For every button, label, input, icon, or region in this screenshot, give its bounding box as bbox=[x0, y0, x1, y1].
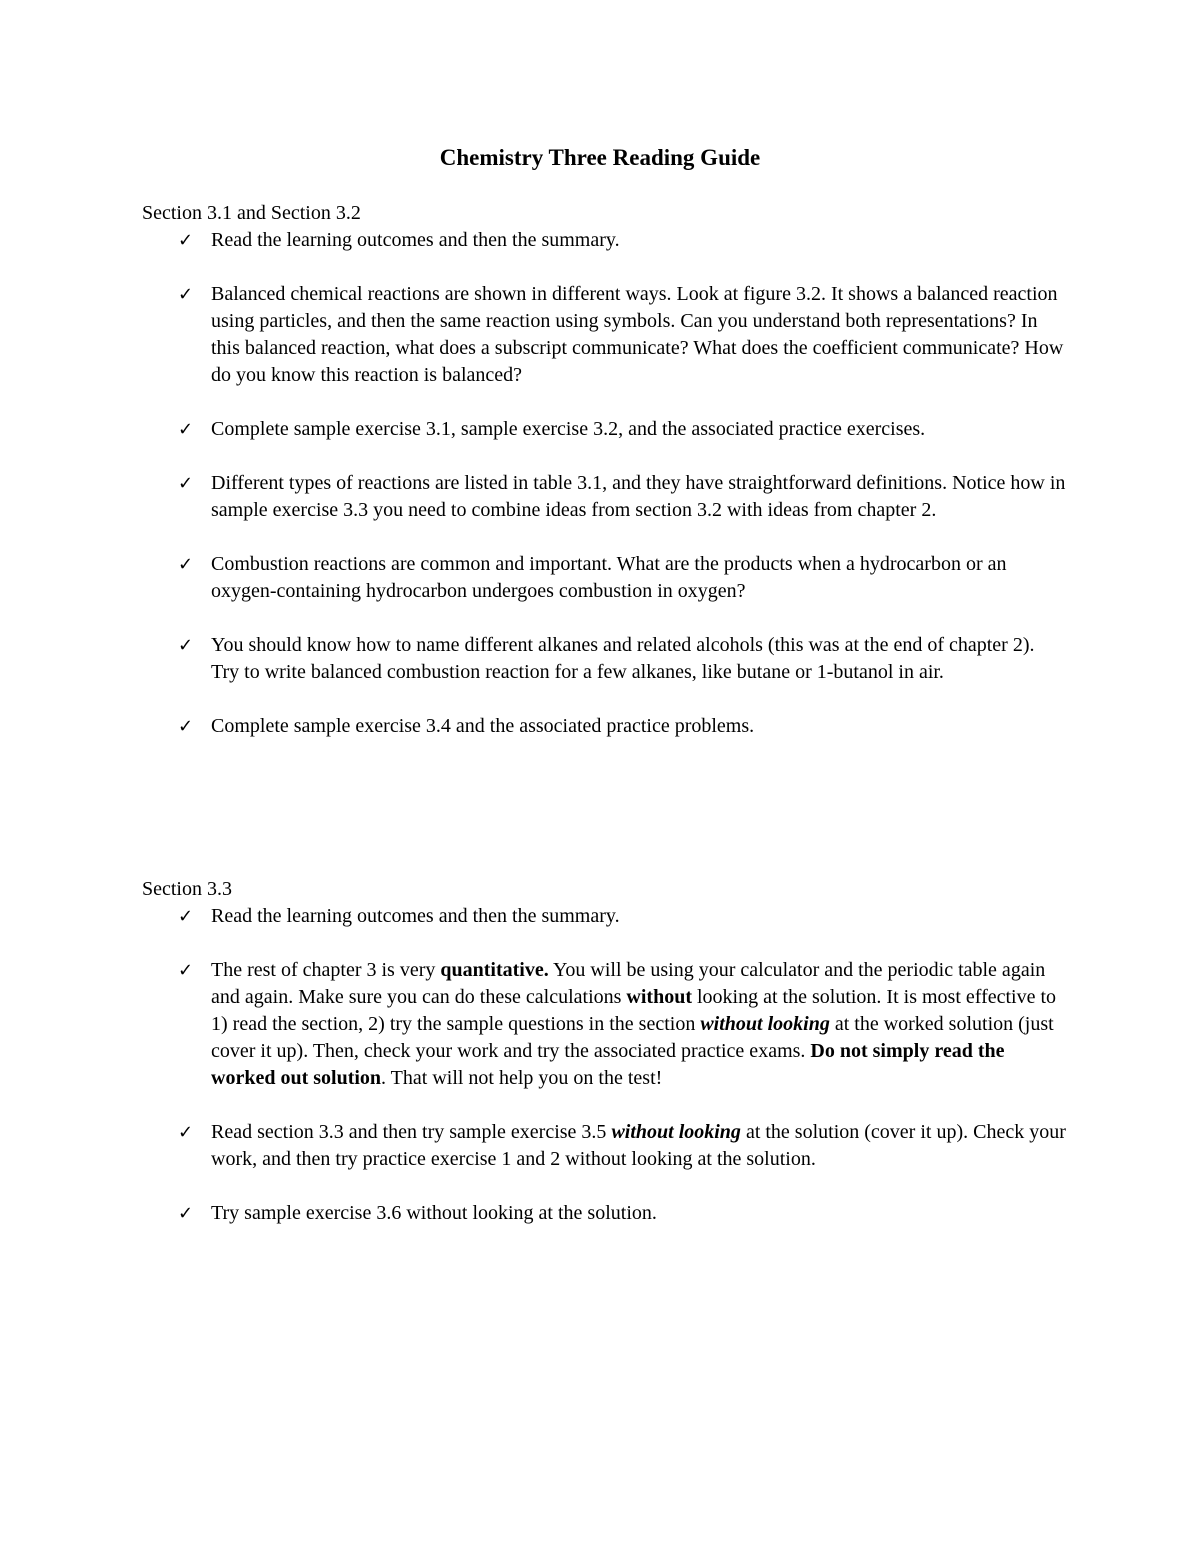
emphasis-text: without looking bbox=[611, 1121, 741, 1143]
list-item-text: Balanced chemical reactions are shown in different ways. Look at figure 3.2. It shows a balanced reaction using particles, and then the same reaction using symbols. Can you understand both representations? In this balanced reaction, what does a subscript communicate? What does the coefficient communicate? How do you know this reaction is balanced? bbox=[211, 283, 1064, 386]
section-3-1-3-2 bbox=[142, 200, 1072, 767]
check-mark-icon: ✓ bbox=[178, 1122, 194, 1143]
list-item bbox=[142, 903, 1066, 930]
section-heading: Section 3.3 bbox=[142, 878, 232, 900]
list-item-text: Combustion reactions are common and important. What are the products when a hydrocarbon or an oxygen-containing hydrocarbon undergoes combustion in oxygen? bbox=[211, 553, 1007, 602]
list-item-text bbox=[211, 1121, 1066, 1170]
check-mark-icon: ✓ bbox=[178, 473, 194, 494]
emphasis-text: Do not simply read the worked out solution bbox=[211, 1040, 1005, 1089]
list-item-text: Read the learning outcomes and then the summary. bbox=[211, 229, 620, 251]
text-run: The rest of chapter 3 is very bbox=[211, 959, 441, 981]
list-item-text: Complete sample exercise 3.1, sample exercise 3.2, and the associated practice exercises. bbox=[211, 418, 926, 440]
list-item-text: Try sample exercise 3.6 without looking at the solution. bbox=[211, 1202, 657, 1224]
check-mark-icon: ✓ bbox=[178, 284, 194, 305]
check-mark-icon: ✓ bbox=[178, 230, 194, 251]
list-item-text: Complete sample exercise 3.4 and the associated practice problems. bbox=[211, 715, 755, 737]
text-run: You will be using your calculator and the periodic table again and again. Make sure you can do these calculations bbox=[211, 959, 1046, 1008]
text-run: at the worked solution (just cover it up). Then, check your work and try the associated practice exams. bbox=[211, 1013, 1054, 1062]
list-item bbox=[142, 227, 1066, 254]
emphasis-text: without bbox=[626, 986, 692, 1008]
list-item bbox=[142, 551, 1066, 605]
list-item bbox=[142, 416, 1066, 443]
list-item bbox=[142, 957, 1066, 1092]
check-mark-icon: ✓ bbox=[178, 906, 194, 927]
check-mark-icon: ✓ bbox=[178, 554, 194, 575]
list-item bbox=[142, 281, 1066, 389]
check-mark-icon: ✓ bbox=[178, 960, 194, 981]
emphasis-text: without looking bbox=[700, 1013, 830, 1035]
section-3-3 bbox=[142, 876, 1072, 1254]
check-mark-icon: ✓ bbox=[178, 635, 194, 656]
text-run: at the solution (cover it up). Check your work, and then try practice exercise 1 and 2 without looking at the solution. bbox=[211, 1121, 1066, 1170]
text-run: . That will not help you on the test! bbox=[381, 1067, 663, 1089]
document-title: Chemistry Three Reading Guide bbox=[439, 145, 761, 170]
check-mark-icon: ✓ bbox=[178, 419, 194, 440]
text-run: Read section 3.3 and then try sample exercise 3.5 bbox=[211, 1121, 612, 1143]
list-item bbox=[142, 1200, 1066, 1227]
list-item-text: Read the learning outcomes and then the summary. bbox=[211, 905, 620, 927]
list-item bbox=[142, 632, 1066, 686]
check-mark-icon: ✓ bbox=[178, 1203, 194, 1224]
list-item-text: You should know how to name different alkanes and related alcohols (this was at the end of chapter 2). Try to write balanced combustion reaction for a few alkanes, like butane or 1-butanol in air. bbox=[211, 634, 1035, 683]
list-item bbox=[142, 713, 1066, 740]
list-item bbox=[142, 1119, 1066, 1173]
list-item-text bbox=[211, 959, 1056, 1089]
section-heading: Section 3.1 and Section 3.2 bbox=[142, 202, 361, 224]
check-mark-icon: ✓ bbox=[178, 716, 194, 737]
list-item bbox=[142, 470, 1066, 524]
emphasis-text: quantitative. bbox=[440, 959, 549, 981]
text-run: looking at the solution. It is most effective to 1) read the section, 2) try the sample questions in the section bbox=[211, 986, 1057, 1035]
list-item-text: Different types of reactions are listed in table 3.1, and they have straightforward definitions. Notice how in sample exercise 3.3 you need to combine ideas from section 3.2 with ideas from chapter 2. bbox=[211, 472, 1066, 521]
